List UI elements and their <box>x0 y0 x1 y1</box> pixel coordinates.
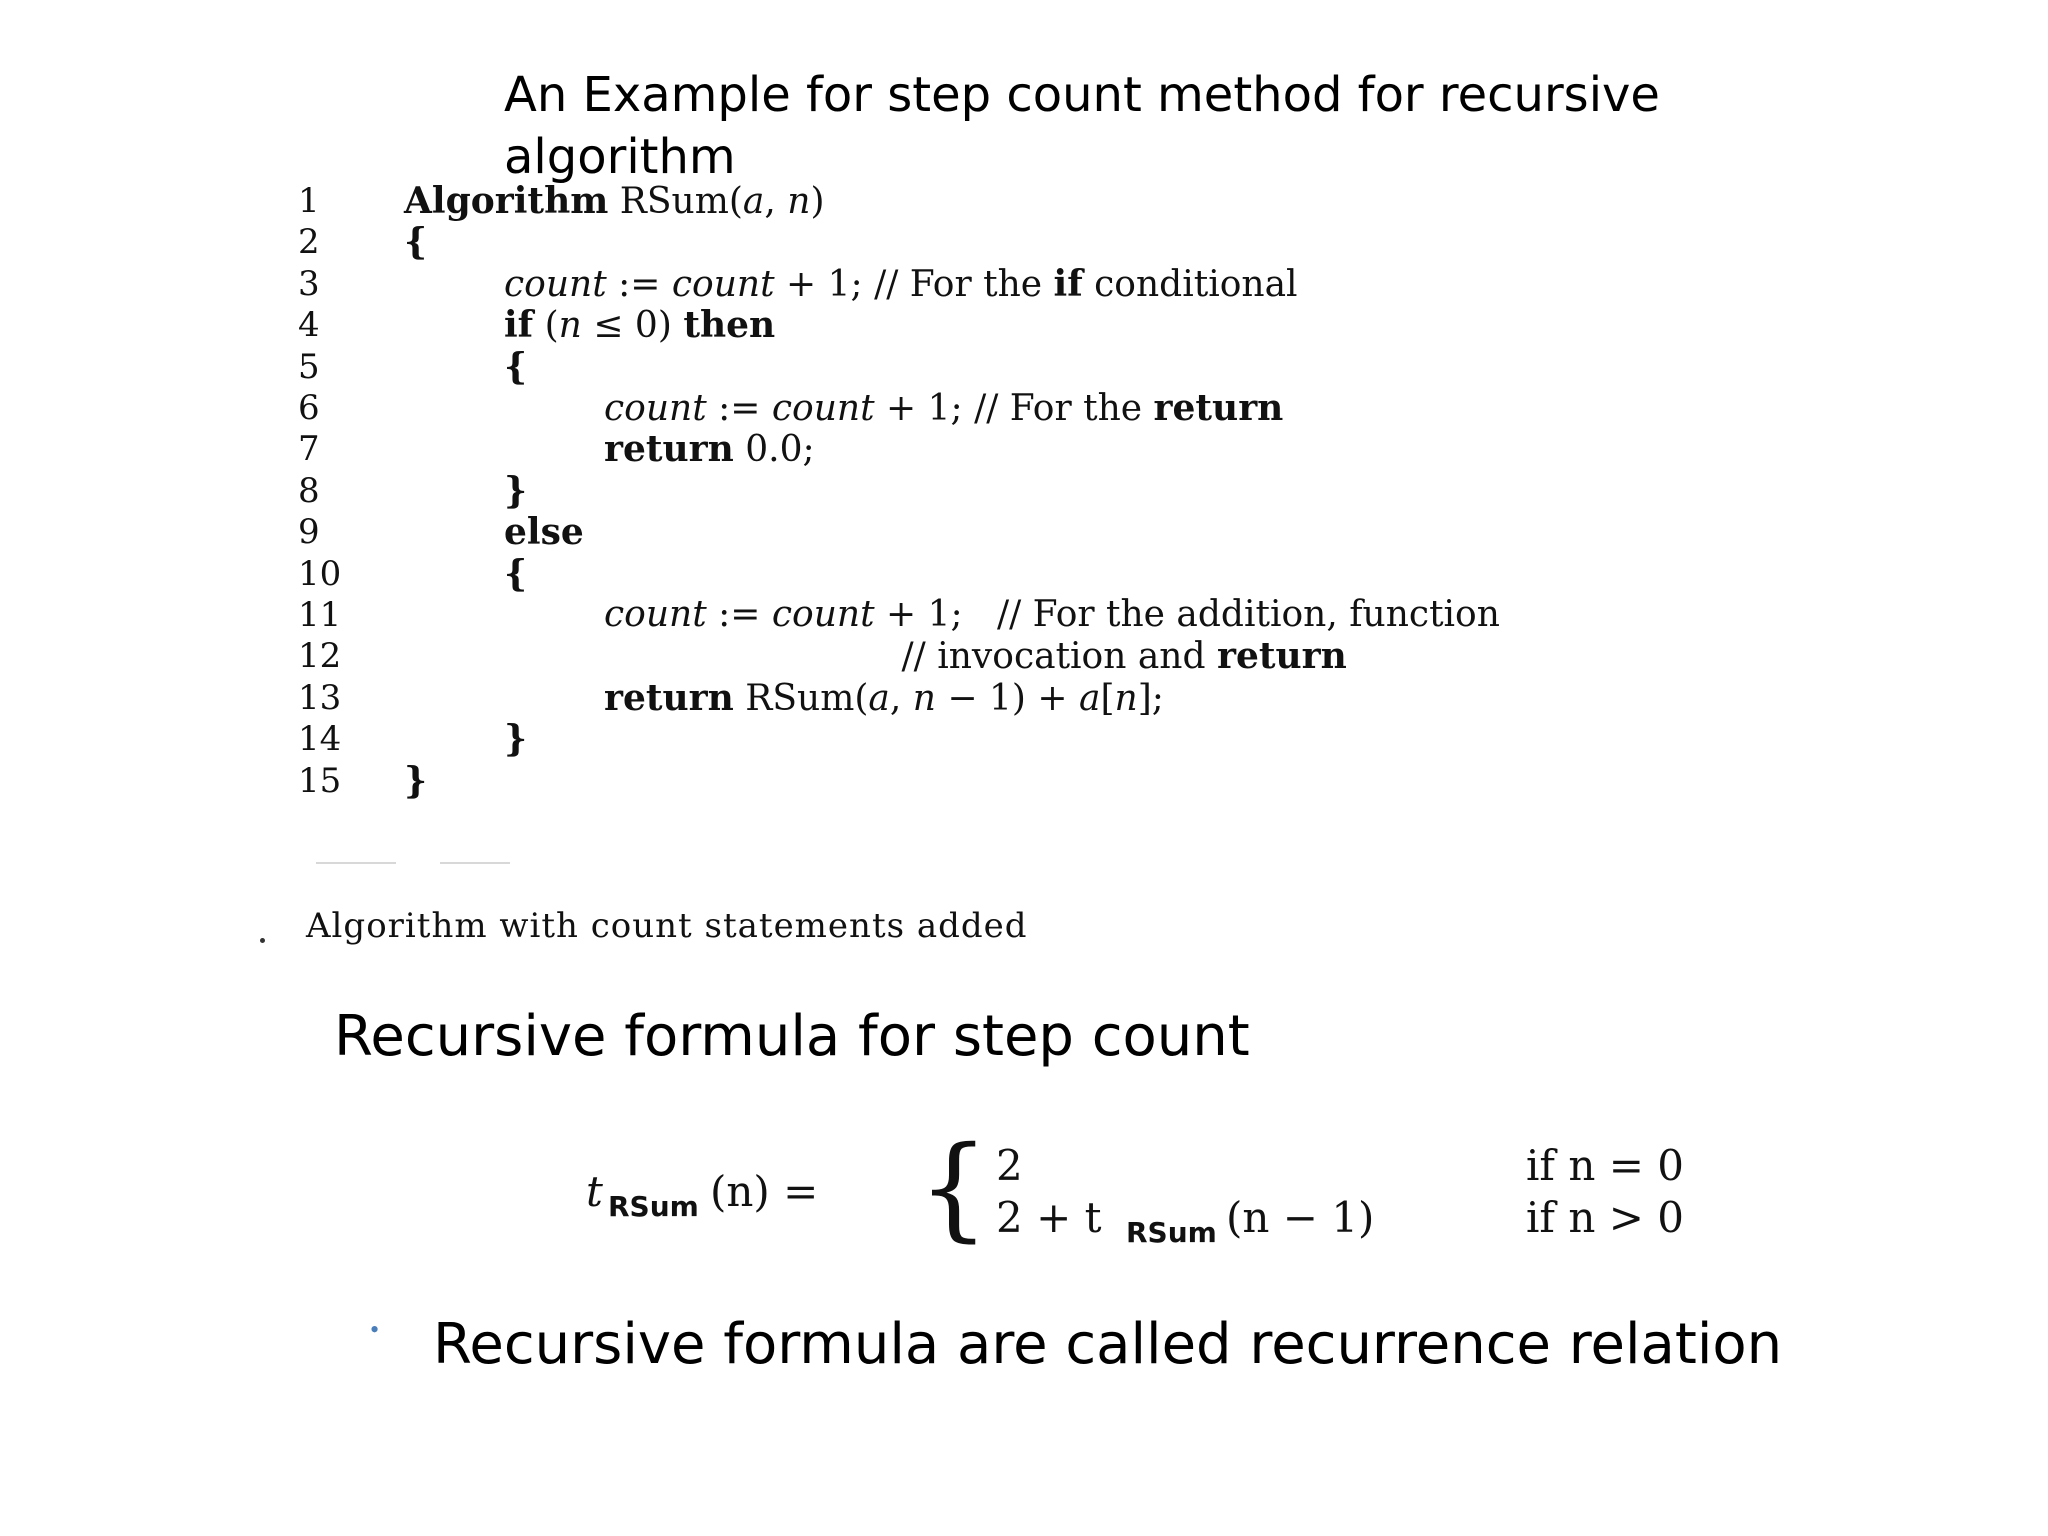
bullet-marker: • <box>370 1315 380 1344</box>
code-text <box>604 677 1164 720</box>
stray-dot <box>260 938 265 943</box>
bullet-text: Recursive formula are called recurrence relation <box>433 1312 1783 1377</box>
code-text <box>404 760 427 803</box>
keyword: { <box>404 221 428 264</box>
code-line <box>0 346 1900 388</box>
code-fragment: ≤ 0) <box>581 305 684 347</box>
line-number: 15 <box>298 760 342 801</box>
variable: n <box>787 181 811 222</box>
keyword: else <box>504 511 584 554</box>
code-fragment: − 1) + <box>935 677 1080 719</box>
code-line <box>0 511 1900 553</box>
keyword: return <box>604 428 734 471</box>
code-line <box>0 221 1900 263</box>
variable: count <box>604 594 707 635</box>
code-text <box>504 304 775 347</box>
code-text <box>504 718 527 761</box>
variable: count <box>604 388 707 429</box>
code-text <box>504 553 527 596</box>
line-number: 5 <box>298 346 320 387</box>
formula-lhs-arg: (n) = <box>710 1167 819 1216</box>
code-text <box>404 221 427 264</box>
code-fragment: , <box>889 677 913 719</box>
code-line <box>0 180 1900 222</box>
code-text <box>404 180 825 223</box>
keyword: return <box>1216 635 1347 678</box>
keyword: } <box>504 469 528 512</box>
formula-case2-value-b: (n − 1) <box>1226 1193 1375 1242</box>
code-fragment: conditional <box>1082 263 1298 305</box>
code-line <box>0 304 1900 346</box>
formula-case2-sub: RSum <box>1126 1216 1217 1249</box>
variable: n <box>912 677 936 719</box>
variable: n <box>558 305 582 347</box>
line-number: 4 <box>298 305 320 346</box>
variable: count <box>771 594 875 635</box>
code-line <box>0 553 1900 595</box>
code-text <box>504 511 584 554</box>
code-fragment: ) <box>810 181 825 222</box>
variable: n <box>1114 677 1138 719</box>
code-line <box>0 470 1900 512</box>
line-number: 2 <box>298 222 320 263</box>
formula-case2-value-a: 2 + t <box>996 1193 1102 1242</box>
code-line <box>0 387 1900 429</box>
formula-case1-value: 2 <box>996 1141 1023 1190</box>
code-text <box>604 428 815 471</box>
algorithm-caption: Algorithm with count statements added <box>306 906 1028 946</box>
keyword: if <box>1053 262 1083 305</box>
code-fragment: + 1; // For the addition, function <box>874 594 1500 635</box>
line-number: 6 <box>298 388 320 428</box>
code-fragment: := <box>706 388 772 429</box>
code-text <box>504 470 527 513</box>
code-text <box>604 635 1347 678</box>
code-fragment: + 1; // For the <box>774 263 1054 305</box>
code-fragment: [ <box>1100 677 1115 719</box>
formula-case2-cond: if n > 0 <box>1526 1193 1684 1242</box>
code-text <box>604 387 1283 430</box>
code-fragment: := <box>706 594 772 635</box>
keyword: { <box>504 552 528 595</box>
recurrence-formula <box>586 1140 1766 1250</box>
code-text <box>604 594 1500 636</box>
code-fragment: RSum( <box>608 181 743 222</box>
line-number: 8 <box>298 470 320 511</box>
code-line <box>0 635 1900 677</box>
code-fragment: + 1; // For the <box>874 388 1154 429</box>
code-fragment: ( <box>533 305 559 347</box>
code-line <box>0 263 1900 305</box>
keyword: return <box>604 676 734 719</box>
line-number: 11 <box>298 595 342 635</box>
code-line <box>0 760 1900 802</box>
code-fragment: // invocation and <box>604 636 1217 678</box>
line-number: 10 <box>298 553 342 594</box>
variable: a <box>868 677 890 719</box>
code-fragment: := <box>606 263 672 305</box>
code-line <box>0 677 1900 719</box>
variable: count <box>671 263 775 305</box>
keyword: { <box>504 345 528 388</box>
keyword: } <box>504 718 528 761</box>
line-number: 7 <box>298 429 320 470</box>
line-number: 3 <box>298 263 320 304</box>
code-line <box>0 594 1900 636</box>
divider <box>440 862 510 864</box>
formula-case1-cond: if n = 0 <box>1526 1141 1684 1190</box>
code-fragment: , <box>764 181 788 222</box>
code-line <box>0 718 1900 760</box>
variable: a <box>1079 677 1101 719</box>
line-number: 12 <box>298 636 342 677</box>
slide-title: An Example for step count method for recursive algorithm <box>504 67 1660 185</box>
keyword: Algorithm <box>404 180 609 222</box>
line-number: 1 <box>298 181 320 221</box>
line-number: 9 <box>298 512 320 553</box>
formula-lhs-t: t <box>586 1167 603 1216</box>
line-number: 14 <box>298 719 342 760</box>
line-number: 13 <box>298 677 342 718</box>
variable: count <box>504 263 607 305</box>
code-line <box>0 428 1900 470</box>
section-subheading: Recursive formula for step count <box>334 1004 1250 1069</box>
keyword: then <box>683 304 776 347</box>
keyword: } <box>404 759 428 802</box>
code-text <box>504 263 1298 306</box>
variable: count <box>771 388 875 429</box>
formula-brace: { <box>918 1140 990 1250</box>
divider <box>316 862 396 864</box>
keyword: if <box>504 304 534 347</box>
variable: a <box>742 181 765 222</box>
code-text <box>504 346 527 389</box>
code-fragment: 0.0; <box>733 429 815 471</box>
code-fragment: ]; <box>1137 677 1164 719</box>
code-fragment: RSum( <box>733 677 869 719</box>
keyword: return <box>1153 387 1284 429</box>
formula-lhs-sub: RSum <box>608 1190 699 1223</box>
